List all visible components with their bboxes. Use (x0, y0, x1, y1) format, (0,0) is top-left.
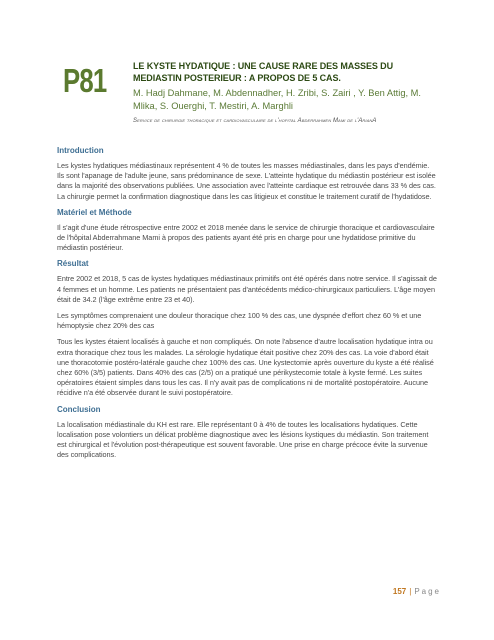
methods-paragraph: Il s'agit d'une étude rétrospective entre 2002 et 2018 menée dans le service de chirurgie thoracique et cardiovasculaire de l'hôpital Abderrahmane Mami à propos des patients ayant été pris en charge pour une hydatidose primitive du médiastin postérieur. (57, 222, 435, 253)
page-word: Page (414, 587, 441, 596)
affiliation: Service de chirurgie thoracique et cardiovasculaire de l'hopital Abderrahmen Mami de l'ArianA (133, 118, 377, 124)
article-header (133, 60, 433, 125)
page-footer (393, 587, 441, 596)
results-paragraph-2: Les symptômes comprenaient une douleur thoracique chez 100 % des cas, une dyspnée d'effort chez 60 % et une hémoptysie chez 20% des cas (57, 311, 422, 331)
author-list: M. Hadj Dahmane, M. Abdennadher, H. Zribi, S. Zairi , Y. Ben Attig, M. Mlika, S. Ouerghi, T. Mestiri, A. Marghli (133, 88, 421, 111)
results-paragraph-1: Entre 2002 et 2018, 5 cas de kystes hydatiques médiastinaux primitifs ont été opérés dans notre service. Il s'agissait de 4 femmes et un homme. Les patients ne présentaient pas d'antécédents médico-chirurgicaux particuliers. L'âge moyen était de 34.2 (l'âge extrême entre 23 et 40). (57, 274, 437, 304)
results-paragraph-3: Tous les kystes étaient localisés à gauche et non compliqués. On note l'absence d'autre localisation hydatique intra ou extra thoracique chez tous les malades. La sérologie hydatique était positive chez 20% des cas. La voie d'abord était une thoracotomie postéro-latérale gauche chez 100% des cas. Une kystectomie après ouverture du kyste a été réalisé chez 60% (3/5) patients. Dans 40% des cas (2/5) on a pratiqué une périkystecomie totale à kyste fermé. Les suites opératoires étaient simples dans tous les cas. Il n'y avait pas de complications ni de mortalité postopératoire. Aucune récidive n'a été observée durant le suivi postopératoire. (57, 337, 434, 398)
heading-methods: Matériel et Méthode (57, 207, 132, 217)
page-number: 157 (392, 587, 407, 596)
heading-conclusion: Conclusion (57, 404, 101, 414)
article-body (57, 146, 438, 466)
article-title: LE KYSTE HYDATIQUE : UNE CAUSE RARE DES MASSES DU MEDIASTIN POSTERIEUR : A PROPOS DE 5 CAS. (133, 61, 393, 83)
conclusion-paragraph: La localisation médiastinale du KH est rare. Elle représentant 0 à 4% de toutes les localisations hydatiques. Cette localisation pose volontiers un délicat problème diagnostique avec les lésions kystiques du médiastin. Son traitement est chirurgical et l'évolution post-thérapeutique est souvent favorable. Une prise en charge précoce évite la survenue des complications. (57, 419, 429, 460)
heading-introduction: Introduction (57, 146, 104, 155)
introduction-paragraph: Les kystes hydatiques médiastinaux représentent 4 % de toutes les masses médiastinales, dans les pays d'endémie. Ils sont l'apanage de l'adulte jeune, sans prédominance de sexe. L'atteinte hydatique du médiastin postérieur est isolée dans la majorité des observations publiées. Une association avec l'atteinte cardiaque est retrouvée dans 33 % des cas. La chirurgie permet la confirmation diagnostique dans les cas litigieux et constitue le traitement curatif de l'hydatidose. (57, 161, 436, 201)
poster-code: P81 (63, 62, 107, 99)
heading-results: Résultat (57, 259, 89, 269)
footer-separator: | (409, 587, 412, 596)
